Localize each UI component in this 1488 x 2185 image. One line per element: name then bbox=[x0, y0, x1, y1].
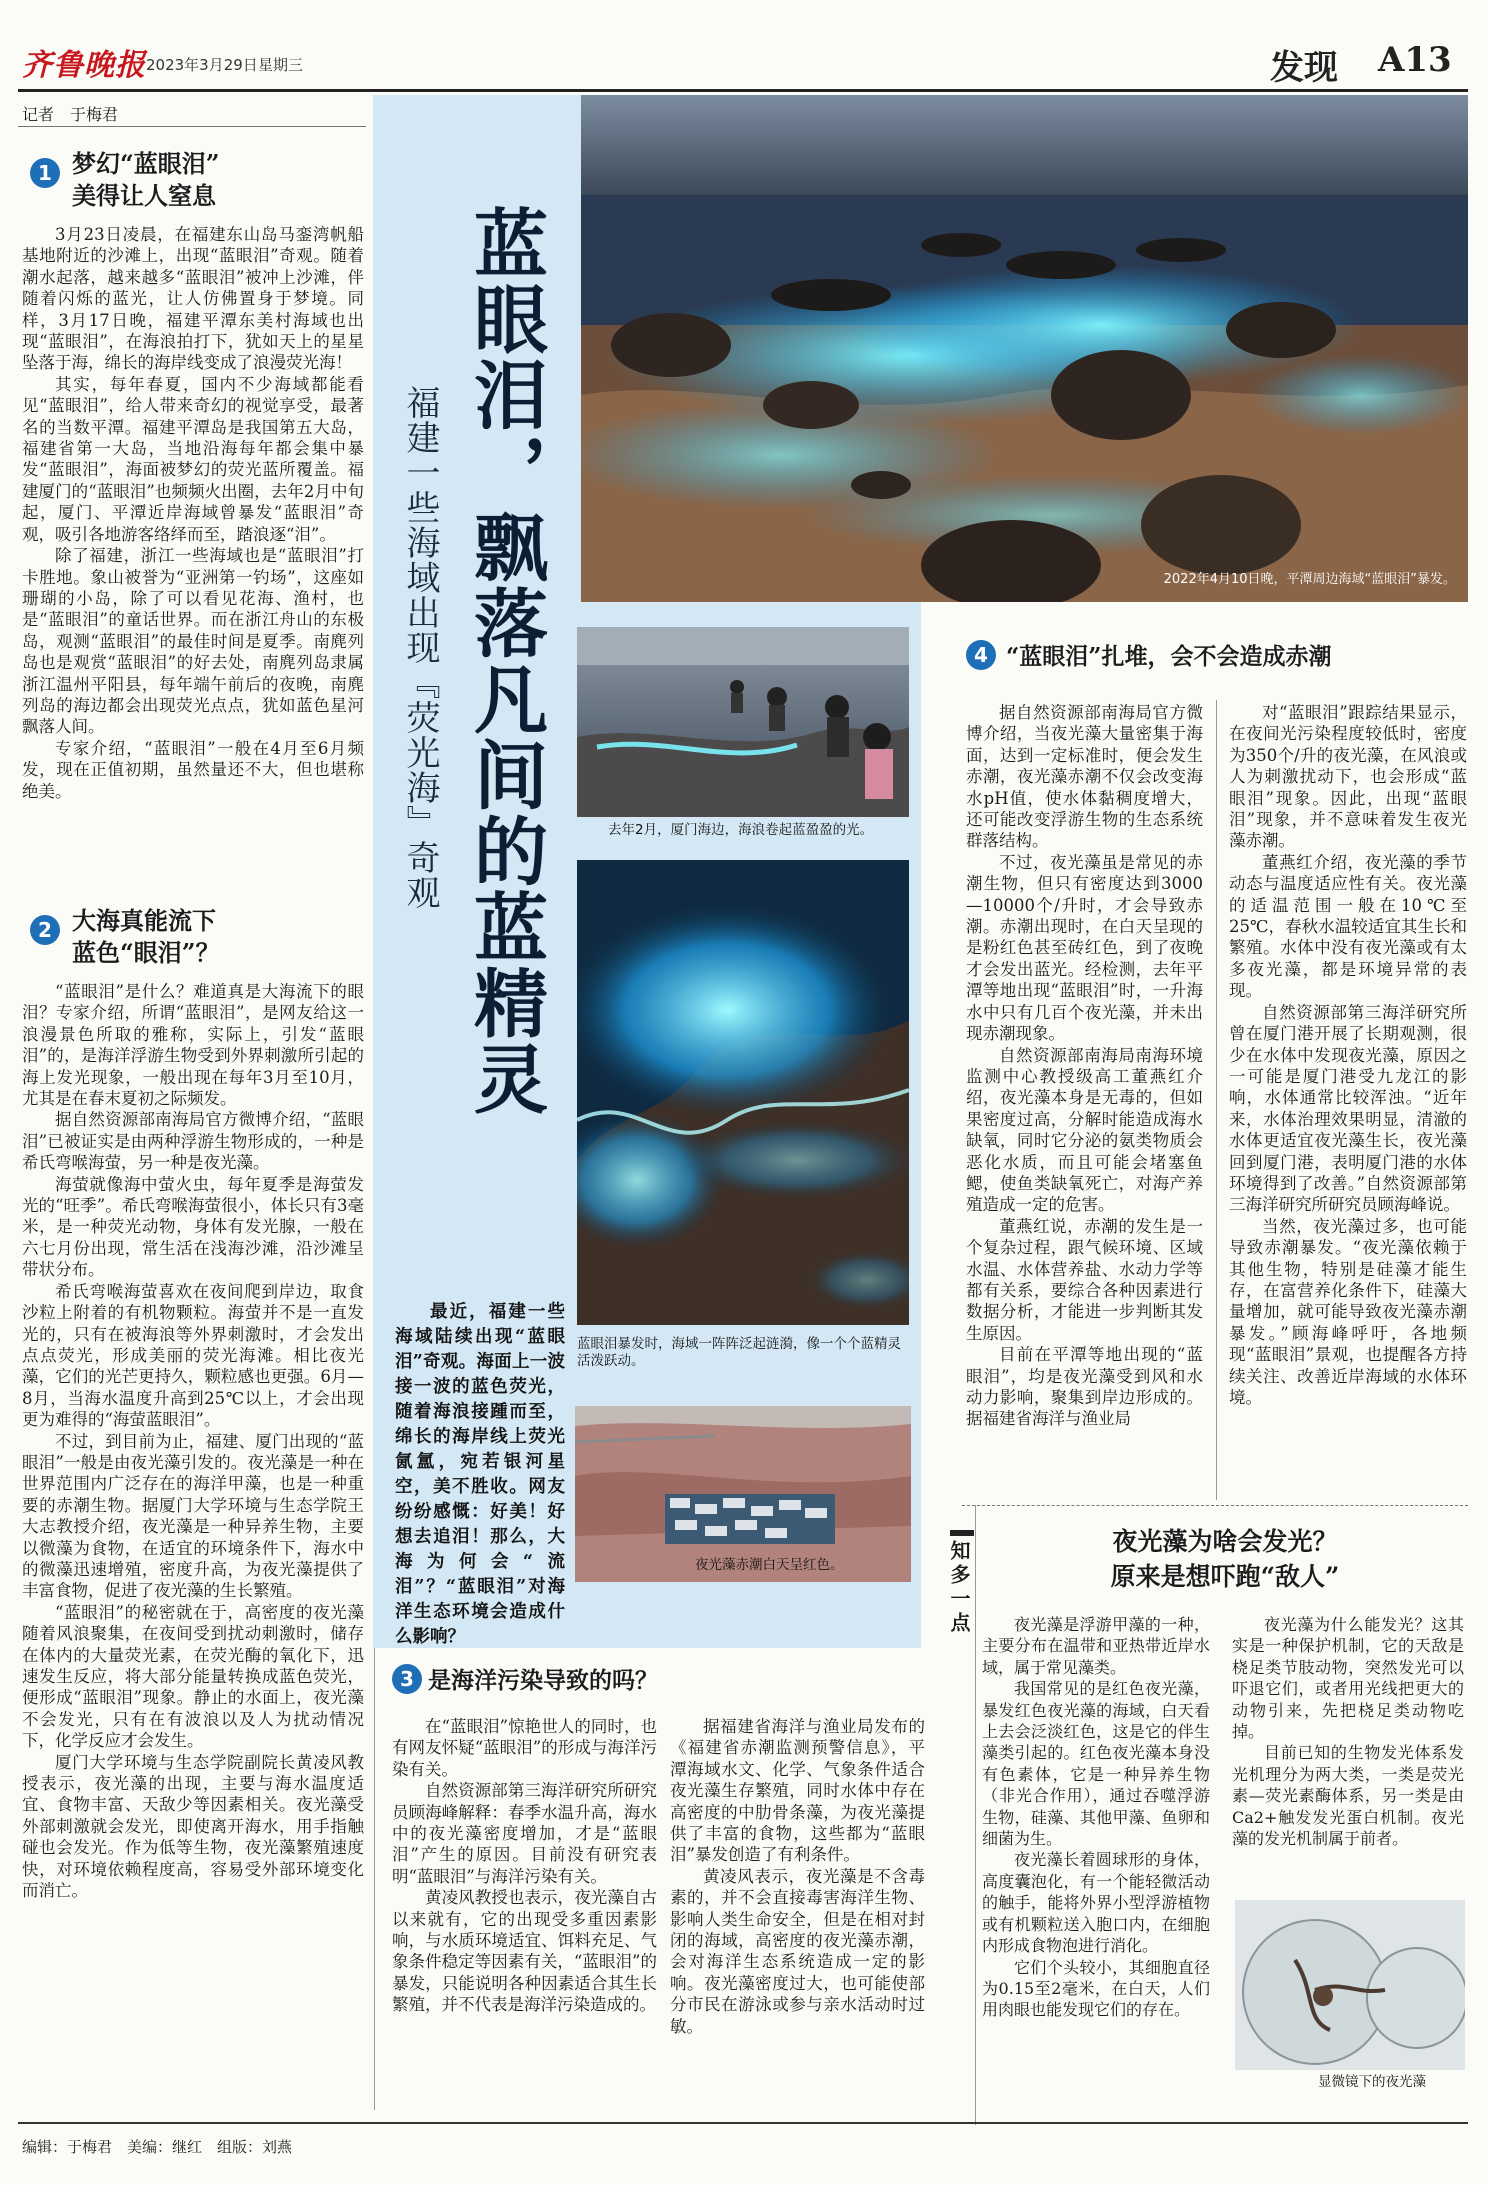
paragraph: 夜光藻是浮游甲藻的一种，主要分布在温带和亚热带近岸水域，属于常见藻类。 bbox=[982, 1615, 1210, 1677]
lead-paragraph: 最近，福建一些海域陆续出现“蓝眼泪”奇观。海面上一波接一波的蓝色荧光，随着海浪接踵而至，绵长的海岸线上荧光氤氲，宛若银河星空，美不胜收。网友纷纷感慨：好美！好想去追泪！那么，大海为何会“流泪”？“蓝眼泪”对海洋生态环境会造成什么影响？ bbox=[395, 1302, 565, 1647]
knowledge-col1 bbox=[982, 1614, 1210, 2021]
paragraph: 3月23日凌晨，在福建东山岛马銮湾帆船基地附近的沙滩上，出现“蓝眼泪”奇观。随着潮水起落，越来越多“蓝眼泪”被冲上沙滩，伴随着闪烁的蓝光，让人仿佛置身于梦境。同样，3月17日晚，福建平潭东美村海域也出现“蓝眼泪”，在海浪拍打下，犹如天上的星星坠落于海，绵长的海岸线变成了浪漫荧光海！ bbox=[22, 225, 364, 373]
photo-caption: 2022年4月10日晚，平潭周边海域“蓝眼泪”暴发。 bbox=[1163, 572, 1456, 587]
headline-main: 蓝眼泪，飘落凡间的蓝精灵 bbox=[462, 205, 548, 1117]
paragraph: 据自然资源部南海局官方微博介绍，当夜光藻大量密集于海面，达到一定标准时，便会发生赤潮，夜光藻赤潮不仅会改变海水pH值，使水体黏稠度增大，还可能改变浮游生物的生态系统群落结构。 bbox=[966, 703, 1203, 851]
masthead-rule bbox=[18, 89, 1468, 92]
knowledge-box-rule bbox=[962, 1505, 1468, 1506]
paragraph: 据福建省海洋与渔业局发布的《福建省赤潮监测预警信息》，平潭海域水文、化学、气象条件适合夜光藻生存繁殖，同时水体中存在高密度的中肋骨条藻，为夜光藻提供了丰富的食物，这些都为“蓝眼泪”暴发创造了有利条件。 bbox=[670, 1717, 925, 1865]
paragraph: 董燕红说，赤潮的发生是一个复杂过程，跟气候环境、区域水温、水体营养盐、水动力学等都有关系，要综合各种因素进行数据分析，才能进一步判断其发生原因。 bbox=[966, 1216, 1203, 1343]
paragraph: 对“蓝眼泪”跟踪结果显示，在夜间光污染程度较低时，密度为350个/升的夜光藻，在风浪或人为刺激扰动下，也会形成“蓝眼泪”现象。因此，出现“蓝眼泪”现象，并不意味着发生夜光藻赤潮。 bbox=[1229, 703, 1467, 851]
harbor-photo bbox=[575, 1406, 911, 1582]
paragraph: 据自然资源部南海局官方微博介绍，“蓝眼泪”已被证实是由两种浮游生物形成的，一种是希氏弯喉海萤，另一种是夜光藻。 bbox=[22, 1110, 364, 1173]
paragraph: 专家介绍，“蓝眼泪”一般在4月至6月频发，现在正值初期，虽然量还不大，但也堪称绝美。 bbox=[22, 738, 364, 801]
section-number: 4 bbox=[966, 640, 996, 670]
photo-caption: 夜光藻赤潮白天呈红色。 bbox=[695, 1557, 844, 1573]
paragraph: 在“蓝眼泪”惊艳世人的同时，也有网友怀疑“蓝眼泪”的形成与海洋污染有关。 bbox=[392, 1717, 657, 1779]
issue-weekday: 星期三 bbox=[258, 56, 304, 74]
paragraph: 自然资源部第三海洋研究所曾在厦门港开展了长期观测，很少在水体中发现夜光藻，原因之一可能是厦门港受九龙江的影响，水体通常比较浑浊。“近年来，水体治理效果明显，清澈的水体更适宜夜光藻生长，夜光藻回到厦门港，表明厦门港的水体环境得到了改善。”自然资源部第三海洋研究所研究员顾海峰说。 bbox=[1229, 1002, 1467, 1215]
section-3-col2 bbox=[670, 1716, 925, 2037]
knowledge-tag: 知多一点 bbox=[950, 1530, 974, 1636]
section-3 bbox=[392, 1662, 932, 1713]
paragraph: 它们个头较小，其细胞直径为0.15至2毫米，在白天，人们用肉眼也能发现它们的存在。 bbox=[982, 1957, 1210, 2020]
paragraph: 黄凌风教授也表示，夜光藻自古以来就有，它的出现受多重因素影响，与水质环境适宜、饵料充足、气象条件稳定等因素有关，“蓝眼泪”的暴发，只能说明各种因素适合其生长繁殖，并不代表是海洋污染造成的。 bbox=[392, 1888, 657, 2015]
section-title: 梦幻“蓝眼泪” 美得让人窒息 bbox=[72, 149, 220, 210]
section-name: 发现 bbox=[1270, 48, 1338, 88]
paragraph: 自然资源部第三海洋研究所研究员顾海峰解释：春季水温升高，海水中的夜光藻密度增加，才是“蓝眼泪”产生的原因。目前没有研究表明“蓝眼泪”与海洋污染有关。 bbox=[392, 1781, 657, 1886]
section-title: 是海洋污染导致的吗？ bbox=[428, 1667, 658, 1694]
beach-photo bbox=[577, 627, 909, 817]
section-4-header bbox=[966, 638, 1466, 671]
page-number: A13 bbox=[1378, 40, 1452, 80]
paragraph: 当然，夜光藻过多，也可能导致赤潮暴发。“夜光藻依赖于其他生物，特别是硅藻才能生存，在富营养化条件下，硅藻大量增加，就可能导致夜光藻赤潮暴发。”顾海峰呼吁，各地频现“蓝眼泪”景观，也提醒各方持续关注、改善近岸海域的水体环境。 bbox=[1229, 1216, 1467, 1407]
paragraph: 海萤就像海中萤火虫，每年夏季是海萤发光的“旺季”。希氏弯喉海萤很小，体长只有3毫米，是一种荧光动物，身体有发光腺，一般在六七月份出现，常生活在浅海沙滩，沿沙滩呈带状分布。 bbox=[22, 1174, 364, 1280]
knowledge-divider bbox=[975, 1505, 976, 2125]
paragraph: 夜光藻长着圆球形的身体，高度囊泡化，有一个能轻微活动的触手，能将外界小型浮游植物或有机颗粒送入胞口内，在细胞内形成食物泡进行消化。 bbox=[982, 1850, 1210, 1956]
paragraph: 除了福建，浙江一些海域也是“蓝眼泪”打卡胜地。象山被誉为“亚洲第一钓场”，这座如珊瑚的小岛，除了可以看见花海、渔村，也是“蓝眼泪”的童话世界。而在浙江舟山的东极岛，观测“蓝眼泪”的最佳时间是夏季。南麂列岛也是观赏“蓝眼泪”的好去处，南麂列岛隶属浙江温州平阳县，每年端午前后的夜晚，南麂列岛的海边都会出现荧光点点，犹如蓝色星河飘落人间。 bbox=[22, 546, 364, 737]
section-number: 3 bbox=[392, 1664, 422, 1694]
paragraph: “蓝眼泪”是什么？难道真是大海流下的眼泪？专家介绍，所谓“蓝眼泪”，是网友给这一浪漫景色所取的雅称，实际上，引发“蓝眼泪”的，是海洋浮游生物受到外界刺激所引起的海上发光现象，一般出现在每年3月至10月，尤其是在春末夏初之际频发。 bbox=[22, 982, 364, 1109]
paragraph: 自然资源部南海局南海环境监测中心教授级高工董燕红介绍，夜光藻本身是无毒的，但如果密度过高，分解时能造成海水缺氧，同时它分泌的氨类物质会恶化水质，而且可能会堵塞鱼鳃，使鱼类缺氧死亡，对海产养殖造成一定的危害。 bbox=[966, 1045, 1203, 1215]
footer-credits: 编辑：于梅君 美编：继红 组版：刘燕 bbox=[22, 2138, 293, 2156]
main-photo bbox=[581, 95, 1468, 602]
paragraph: 希氏弯喉海萤喜欢在夜间爬到岸边，取食沙粒上附着的有机物颗粒。海萤并不是一直发光的，只有在被海浪等外界刺激时，才会发出点点荧光，形成美丽的荧光海滩。相比夜光藻，它们的光芒更持久，颗粒感也更强。6月—8月，当海水温度升高到25℃以上，才会出现更为难得的“海萤蓝眼泪”。 bbox=[22, 1281, 364, 1430]
knowledge-col2 bbox=[1232, 1614, 1464, 1849]
paragraph: 不过，夜光藻虽是常见的赤潮生物，但只有密度达到3000—10000个/升时，才会导致赤潮。赤潮出现时，在白天呈现的是粉红色甚至砖红色，到了夜晚才会发出蓝光。经检测，去年平潭等地出现“蓝眼泪”时，一升海水中只有几百个夜光藻，并未出现赤潮现象。 bbox=[966, 852, 1203, 1044]
paragraph: 厦门大学环境与生态学院副院长黄凌风教授表示，夜光藻的出现，主要与海水温度适宜、食物丰富、天敌少等因素相关。夜光藻受外部刺激就会发光，即使离开海水，用手指触碰也会发光。作为低等生物，夜光藻繁殖速度快，对环境依赖程度高，容易受外部环境变化而消亡。 bbox=[22, 1752, 364, 1901]
section-2 bbox=[22, 905, 364, 1901]
section-1 bbox=[22, 148, 364, 802]
section-4-col1 bbox=[966, 702, 1203, 1430]
section-number: 2 bbox=[30, 915, 60, 945]
section-title: “蓝眼泪”扎堆，会不会造成赤潮 bbox=[1006, 643, 1332, 670]
knowledge-title: 夜光藻为啥会发光？ 原来是想吓跑“敌人” bbox=[1110, 1527, 1340, 1591]
issue-date: 2023年3月29日 bbox=[146, 56, 258, 74]
paragraph: 目前在平潭等地出现的“蓝眼泪”，均是夜光藻受到风和水动力影响，聚集到岸边形成的。据福建省海洋与渔业局 bbox=[966, 1345, 1203, 1429]
footer-rule bbox=[18, 2122, 1468, 2124]
paragraph: 不过，到目前为止，福建、厦门出现的“蓝眼泪”一般是由夜光藻引发的。夜光藻是一种在世界范围内广泛存在的海洋甲藻，也是一种重要的赤潮生物。据厦门大学环境与生态学院王大志教授介绍，夜光藻是一种异养生物，主要以微藻为食物，在适宜的环境条件下，海水中的微藻迅速增殖，密度升高，为夜光藻提供了丰富食物，促进了夜光藻的生长繁殖。 bbox=[22, 1431, 364, 1601]
newspaper-logo: 齐鲁晚报 bbox=[22, 48, 146, 83]
byline-rule bbox=[18, 126, 366, 127]
section-number: 1 bbox=[30, 158, 60, 188]
section-3-col1 bbox=[392, 1716, 657, 2016]
paragraph: 其实，每年春夏，国内不少海域都能看见“蓝眼泪”，给人带来奇幻的视觉享受，最著名的当数平潭。福建平潭岛是我国第五大岛，福建省第一大岛，当地沿海每年都会集中暴发“蓝眼泪”，海面被梦幻的荧光蓝所覆盖。福建厦门的“蓝眼泪”也频频火出圈，去年2月中旬起，厦门、平潭近岸海域曾暴发“蓝眼泪”奇观，吸引各地游客络绎而至，踏浪逐“泪”。 bbox=[22, 374, 364, 544]
column-divider bbox=[1216, 700, 1217, 1500]
waves-photo bbox=[577, 860, 909, 1325]
paragraph: 董燕红介绍，夜光藻的季节动态与温度适应性有关。夜光藻的适温范围一般在10℃至25℃，春秋水温较适宜其生长和繁殖。水体中没有夜光藻或有太多夜光藻，都是环境异常的表现。 bbox=[1229, 852, 1467, 1001]
paragraph: “蓝眼泪”的秘密就在于，高密度的夜光藻随着风浪聚集，在夜间受到扰动刺激时，储存在体内的大量荧光素，在荧光酶的氧化下，迅速发生反应，将大部分能量转换成蓝色荧光，便形成“蓝眼泪”现象。静止的水面上，夜光藻不会发光，只有在有波浪以及人为扰动情况下，化学反应才会发生。 bbox=[22, 1602, 364, 1751]
masthead bbox=[0, 0, 1488, 100]
headline-sub: 福建一些海域出现『荧光海』奇观 bbox=[400, 385, 440, 910]
paragraph: 我国常见的是红色夜光藻，暴发红色夜光藻的海域，白天看上去会泛淡红色，这是它的伴生藻类引起的。红色夜光藻本身没有色素体，它是一种异养生物（非光合作用），通过吞噬浮游生物，硅藻、其他甲藻、鱼卵和细菌为生。 bbox=[982, 1679, 1210, 1849]
section-4-col2 bbox=[1229, 702, 1467, 1408]
paragraph: 目前已知的生物发光体系发光机理分为两大类，一类是荧光素—荧光素酶体系，另一类是由Ca2+触发发光蛋白机制。夜光藻的发光机制属于前者。 bbox=[1232, 1743, 1464, 1849]
photo-caption: 显微镜下的夜光藻 bbox=[1318, 2074, 1426, 2090]
photo-caption: 去年2月，厦门海边，海浪卷起蓝盈盈的光。 bbox=[608, 822, 874, 838]
paragraph: 夜光藻为什么能发光？这其实是一种保护机制，它的天敌是桡足类节肢动物，突然发光可以吓退它们，或者用光线把更大的动物引来，先把桡足类动物吃掉。 bbox=[1232, 1615, 1464, 1742]
paragraph: 黄凌风表示，夜光藻是不含毒素的，并不会直接毒害海洋生物、影响人类生命安全，但是在相对封闭的海域，高密度的夜光藻赤潮，会对海洋生态系统造成一定的影响。夜光藻密度过大，也可能使部分市民在游泳或参与亲水活动时过敏。 bbox=[670, 1866, 925, 2036]
reporter-byline: 记者 于梅君 bbox=[22, 105, 119, 124]
section-title: 大海真能流下 蓝色“眼泪”？ bbox=[72, 906, 220, 967]
microscope-photo bbox=[1235, 1900, 1465, 2070]
photo-caption: 蓝眼泪暴发时，海域一阵阵泛起涟漪，像一个个蓝精灵活泼跃动。 bbox=[577, 1336, 901, 1369]
